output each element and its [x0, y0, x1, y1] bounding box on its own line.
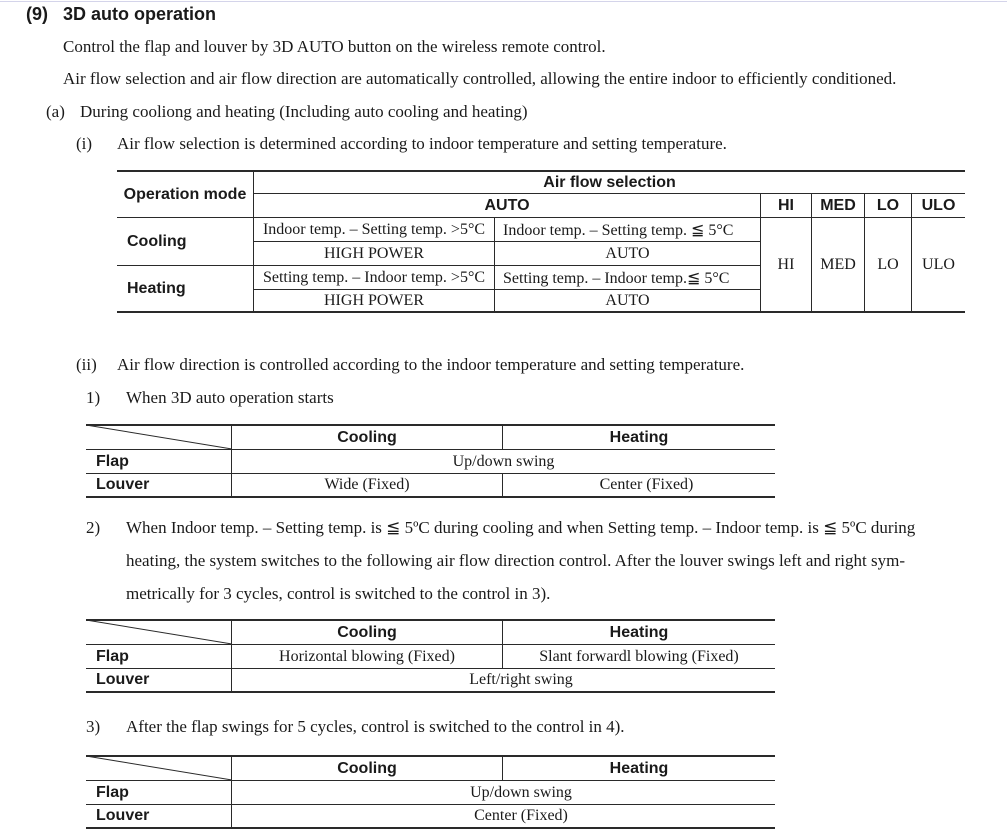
auto-header: AUTO: [484, 196, 530, 214]
table3-flap-cooling: Horizontal blowing (Fixed): [279, 647, 455, 665]
step3-label: 3): [86, 717, 101, 736]
table3-louver-label: Louver: [96, 671, 150, 688]
heat-condition-1: Setting temp. – Indoor temp. >5°C: [262, 268, 486, 286]
table4-cooling-header: Cooling: [337, 759, 397, 777]
op-mode-header: Operation mode: [123, 185, 247, 203]
air-flow-selection-header: Air flow selection: [543, 173, 676, 191]
med-header: MED: [820, 196, 856, 214]
heat-value-1: HIGH POWER: [324, 291, 424, 309]
page-top-border: [0, 1, 1007, 2]
table2-louver-cooling: Wide (Fixed): [324, 476, 410, 493]
cool-value-2: AUTO: [605, 244, 650, 262]
section-number: (9): [26, 4, 48, 24]
table1-bottom-rule: [117, 311, 965, 313]
hi-value: HI: [777, 255, 795, 273]
step1-text: When 3D auto operation starts: [126, 388, 334, 407]
step1-label: 1): [86, 388, 101, 407]
table2-cooling-header: Cooling: [337, 428, 397, 446]
step2-line-2: heating, the system switches to the following air flow direction control. After the louver swings left and right sym-: [126, 551, 906, 570]
row-heating-label: Heating: [127, 279, 186, 297]
hi-header: HI: [778, 196, 794, 214]
cool-condition-2: Indoor temp. – Setting temp. ≦ 5°C: [503, 221, 734, 239]
ulo-header: ULO: [921, 196, 956, 214]
lo-header: LO: [876, 196, 900, 214]
table3-bottom-rule: [86, 691, 775, 693]
table4-diagonal: [86, 755, 232, 781]
table3-heating-header: Heating: [609, 623, 669, 641]
cool-value-1: HIGH POWER: [324, 244, 424, 262]
item-i-label: (i): [76, 134, 93, 153]
table3-cooling-header: Cooling: [337, 623, 397, 641]
table3-diagonal: [86, 619, 232, 645]
ulo-value: ULO: [922, 255, 955, 273]
table2-diagonal: [86, 424, 232, 450]
intro-paragraph-2: Air flow selection and air flow direction are automatically controlled, allowing the entire indoor to efficiently conditioned.: [63, 69, 897, 88]
item-ii-text: Air flow direction is controlled according to the indoor temperature and setting temperature.: [117, 355, 745, 374]
table3-louver-value: Left/right swing: [469, 671, 573, 688]
table2-heating-header: Heating: [609, 428, 669, 446]
table2-flap-value: Up/down swing: [452, 452, 555, 470]
row-cooling-label: Cooling: [127, 232, 187, 250]
section-title: 3D auto operation: [63, 4, 217, 24]
step2-line-1: When Indoor temp. – Setting temp. is ≦ 5ºC during cooling and when Setting temp. – Indoor temp. is ≦ 5ºC during: [126, 518, 916, 537]
step2-line-3: metrically for 3 cycles, control is switched to the control in 3).: [126, 584, 551, 603]
table2-bottom-rule: [86, 496, 775, 498]
heat-condition-2: Setting temp. – Indoor temp.≦ 5°C: [503, 269, 730, 287]
table2-flap-label: Flap: [96, 452, 129, 470]
table4-heating-header: Heating: [609, 759, 669, 777]
table3-flap-heating: Slant forwardl blowing (Fixed): [539, 647, 739, 665]
step3-text: After the flap swings for 5 cycles, control is switched to the control in 4).: [126, 717, 625, 736]
table3-flap-label: Flap: [96, 647, 129, 665]
item-i-text: Air flow selection is determined according to indoor temperature and setting temperature.: [117, 134, 727, 153]
lo-value: LO: [877, 255, 899, 273]
table4-flap-label: Flap: [96, 783, 129, 801]
item-ii-label: (ii): [76, 355, 97, 374]
table4-louver-value: Center (Fixed): [474, 807, 568, 824]
table4-flap-value: Up/down swing: [470, 783, 572, 801]
cool-condition-1: Indoor temp. – Setting temp. >5°C: [262, 220, 486, 238]
table2-louver-label: Louver: [96, 476, 150, 493]
sub-a-text: During cooliong and heating (Including auto cooling and heating): [80, 102, 528, 121]
sub-a-label: (a): [46, 102, 65, 121]
table2-louver-heating: Center (Fixed): [599, 476, 694, 493]
heat-value-2: AUTO: [605, 291, 650, 309]
table4-louver-label: Louver: [96, 807, 150, 824]
step2-label: 2): [86, 518, 101, 537]
med-value: MED: [820, 255, 856, 273]
table4-bottom-rule: [86, 827, 775, 829]
intro-paragraph-1: Control the flap and louver by 3D AUTO button on the wireless remote control.: [63, 37, 606, 56]
